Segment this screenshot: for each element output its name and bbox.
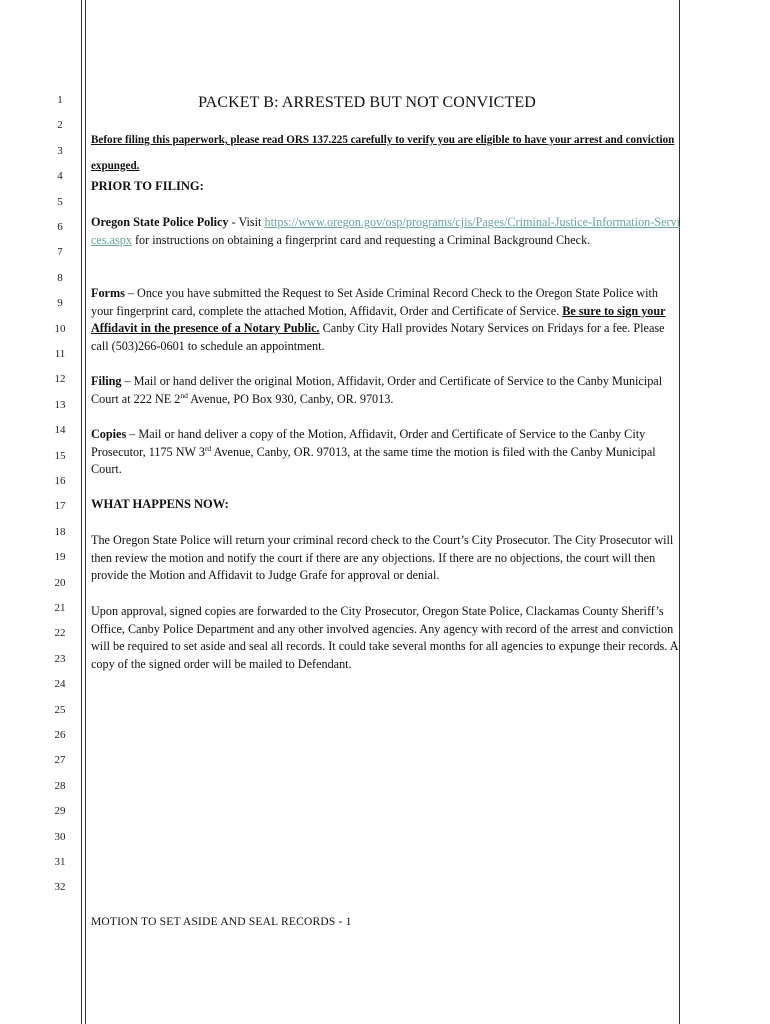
line-number: 19 — [54, 551, 66, 564]
line-number: 12 — [54, 373, 66, 386]
line-number: 9 — [57, 297, 63, 310]
forms-text-2: Canby City Hall provides Notary Services on Fridays for a fee. Please call (503)266-0601 to schedule an appointment. — [91, 321, 665, 353]
line-number: 23 — [54, 652, 66, 665]
police-policy-pre: - Visit — [228, 215, 265, 229]
line-number: 13 — [54, 398, 66, 411]
line-number: 29 — [54, 805, 66, 818]
line-number: 10 — [54, 322, 66, 335]
cjis-link[interactable]: https://www.oregon.gov/osp/programs/cjis/Pages/Criminal-Justice-Information-Services.aspx — [91, 215, 681, 247]
copies-text-2: Avenue, Canby, OR. 97013, at the same time the motion is filed with the Canby Municipal Court. — [91, 444, 656, 477]
filing-label: Filing — [91, 374, 122, 388]
margin-rule-left-inner — [85, 0, 86, 1024]
notary-warning: Be sure to sign your Affidavit in the presence of a Notary Public. — [91, 303, 666, 336]
line-number: 31 — [54, 856, 66, 868]
copies-superscript: rd — [204, 443, 212, 453]
line-number: 4 — [57, 170, 63, 183]
what-happens-now-heading: WHAT HAPPENS NOW: — [91, 497, 229, 511]
line-number: 17 — [54, 500, 66, 513]
margin-rule-right — [679, 0, 680, 1024]
filing-paragraph — [91, 373, 681, 408]
line-number: 14 — [54, 424, 66, 437]
line-number: 30 — [54, 830, 66, 843]
filing-text-2: Avenue, PO Box 930, Canby, OR. 97013. — [187, 391, 394, 406]
approval-paragraph: Upon approval, signed copies are forwarded to the City Prosecutor, Oregon State Police, Clackamas County Sheriff’s Office, Canby Police Department and any other involved agencies. Any agency with record of the arrest and conviction will be required to set aside and seal all records. It could take several months for all agencies to expunge their records. A copy of the signed order will be mailed to Defendant. — [91, 604, 678, 671]
copies-paragraph — [91, 426, 681, 479]
police-policy-paragraph — [91, 214, 681, 249]
prosecutor-review-paragraph: The Oregon State Police will return your criminal record check to the Court’s City Prosecutor. The City Prosecutor will then review the motion and notify the court if there are any objections. If there are no objections, the court will then provide the Motion and Affidavit to Judge Grafe for approval or denial. — [91, 533, 674, 583]
copies-label: Copies — [91, 427, 127, 441]
police-policy-post: for instructions on obtaining a fingerprint card and requesting a Criminal Background Check. — [131, 232, 591, 247]
line-number: 22 — [54, 627, 66, 640]
line-number: 1 — [57, 94, 63, 106]
line-number: 7 — [57, 246, 63, 259]
line-number: 11 — [54, 348, 66, 360]
filing-text-1: – Mail or hand deliver the original Motion, Affidavit, Order and Certificate of Service to the Canby Municipal Court at 222 NE 2 — [91, 374, 663, 406]
margin-rule-left-outer — [81, 0, 82, 1024]
forms-text-1: – Once you have submitted the Request to Set Aside Criminal Record Check to the Oregon State Police with your fingerprint card, complete the attached Motion, Affidavit, Order and Certificate of Service. — [91, 286, 658, 318]
forms-paragraph — [91, 285, 681, 355]
line-number: 32 — [54, 881, 66, 894]
eligibility-warning: Before filing this paperwork, please read ORS 137.225 carefully to verify you are eligible to have your arrest and conviction expunged. — [91, 134, 675, 172]
line-number: 15 — [54, 449, 66, 462]
prior-to-filing-heading: PRIOR TO FILING: — [91, 179, 204, 193]
line-number: 27 — [54, 754, 66, 767]
line-number: 26 — [54, 729, 66, 741]
filing-superscript: nd — [180, 390, 188, 400]
line-number: 5 — [57, 195, 63, 208]
forms-label: Forms — [91, 286, 125, 300]
line-number: 3 — [57, 144, 63, 157]
line-number: 2 — [57, 119, 63, 132]
line-number: 25 — [54, 703, 66, 716]
line-number: 6 — [57, 221, 63, 233]
page-footer: MOTION TO SET ASIDE AND SEAL RECORDS - 1 — [91, 916, 352, 928]
line-number: 8 — [57, 271, 63, 284]
copies-text-1: – Mail or hand deliver a copy of the Motion, Affidavit, Order and Certificate of Service to the Canby City Prosecutor, 1175 NW 3 — [91, 427, 646, 459]
line-number: 16 — [54, 475, 66, 487]
page-title: PACKET B: ARRESTED BUT NOT CONVICTED — [198, 94, 536, 111]
line-number: 21 — [54, 602, 66, 614]
line-number: 24 — [54, 678, 66, 691]
police-policy-label: Oregon State Police Policy — [91, 215, 229, 229]
line-number: 20 — [54, 576, 66, 589]
line-number: 18 — [54, 525, 66, 538]
line-number: 28 — [54, 779, 66, 792]
